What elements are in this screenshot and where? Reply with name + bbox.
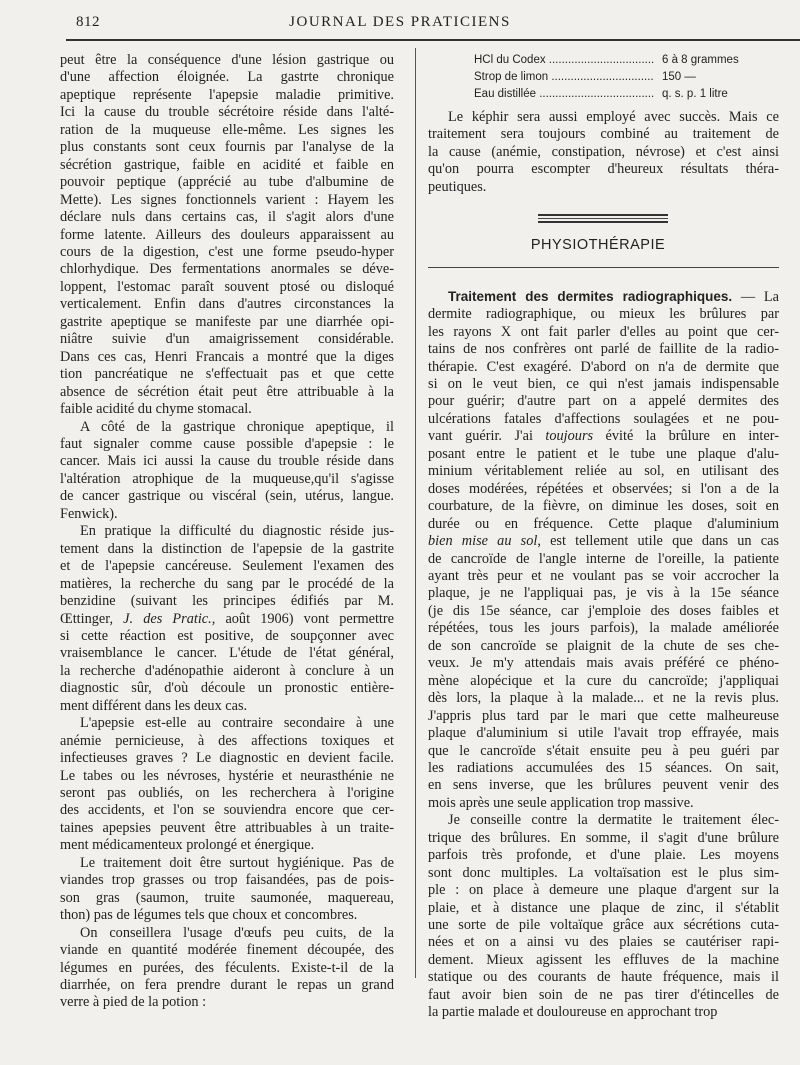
paragraph — [60, 855, 394, 925]
text-line: déclare nuls dans certains cas, il s'agit alors d'une — [60, 209, 394, 226]
text-line: durée ou en fréquence. Cette plaque d'aluminium — [428, 515, 779, 532]
text-line: Fenwick). — [60, 505, 118, 522]
text-line: Le traitement doit être surtout hygiénique. Pas de — [80, 854, 394, 871]
formula-quantity: q. s. p. 1 litre — [662, 88, 728, 100]
paragraph — [428, 812, 779, 1021]
text-line: cancer. Mais ici aussi la cause du trouble réside dans — [60, 453, 394, 470]
text-line: plaque, je ne l'appliquai pas, je vis à la 15e séance — [428, 585, 779, 602]
paragraph — [60, 52, 394, 419]
article-dermites — [428, 288, 779, 1022]
text-line: bien mise au sol, est tellement utile que dans un cas — [428, 533, 779, 550]
page-number: 812 — [76, 14, 100, 30]
text-line: On conseillera l'usage d'œufs peu cuits, de la — [80, 924, 394, 941]
formula-ingredient: Strop de limon ..... — [474, 69, 654, 86]
text-line: si on le veut bien, ce qui n'est jamais indispensable — [428, 375, 779, 392]
text-line: des accidents, et l'on se souviendra encore que cer- — [60, 802, 394, 819]
text-line: courbature, de la fièvre, on diminue les doses, soit en — [428, 498, 779, 515]
formula-quantity: 150 — — [662, 71, 696, 83]
text-line: traitement sera toujours combiné au traitement de — [428, 126, 779, 143]
formula-ingredient: Eau distillée ..... — [474, 86, 654, 103]
text-line: ment médicamenteux prolongé et énergique. — [60, 837, 315, 854]
text-line: Le képhir sera aussi employé avec succès. Mais ce — [448, 109, 779, 125]
text-line: qu'on pourra escompter d'heureux résultats théra- — [428, 161, 779, 178]
text-line: mène alopécique et la cure du cancroïde; j'appliquai — [428, 672, 779, 689]
text-line: Je conseille contre la dermatite le traitement élec- — [448, 812, 779, 829]
text-line: ayant très peur et ne voulant pas se voir accrocher la — [428, 567, 779, 584]
text-line: de cancer gastrique ou viscéral (sein, utérus, langue. — [60, 488, 394, 505]
text-line: ulcérations fatales d'affections soulagées et ne pou- — [428, 410, 779, 427]
text-line: apeptique représente l'apepsie maladie primitive. — [60, 86, 394, 103]
text-line: pouvoir peptique (apprécié au tube d'albumine de — [60, 174, 394, 191]
text-line: benzidine (suivant les principes édifiés par M. — [60, 593, 394, 610]
text-line: Dans ces cas, Henri Francais a montré que la diges — [60, 348, 394, 365]
text-line: plaque d'aluminium si utile l'avait trop effrayée, mais — [428, 725, 779, 742]
text-line: forme latente. Ailleurs des douleurs apparaissent au — [60, 226, 394, 243]
article-title: Traitement des dermites radiographiques. — [448, 288, 733, 304]
text-line: parfois très profonde, et d'une plaie. Les moyens — [428, 847, 779, 864]
text-line: matières, la recherche du sang par le procédé de la — [60, 575, 394, 592]
text-line: vant guérir. J'ai toujours évité la brûlure en inter- — [428, 428, 779, 445]
text-line: une sorte de pile voltaïque grâce aux sécrétions cuta- — [428, 917, 779, 934]
text-line: plaie, et à distance une plaque de zinc, il s'établit — [428, 899, 779, 916]
text-line: viandes trop grasses ou trop faisandées, pas de pois- — [60, 872, 394, 889]
text-line: tains de nos confrères ont parlé de faillite de la radio- — [428, 341, 779, 358]
text-line: la recherche d'adénopathie aideront à conclure à un — [60, 662, 394, 679]
section-separator — [538, 214, 668, 223]
text-line: viande en quantité modérée finement découpée, des — [60, 942, 394, 959]
text-line: peutiques. — [428, 178, 487, 195]
text-line: faut signaler comme cause possible d'apepsie : le — [60, 435, 394, 452]
text-line: minium véritablement reliée au sol, en utilisant des — [428, 463, 779, 480]
text-line: verticalement. Enfin dans d'autres circonstances la — [60, 296, 394, 313]
text-line: chlorhydique. Des fermentations anormales se déve- — [60, 261, 394, 278]
section-title: PHYSIOTHÉRAPIE — [530, 237, 666, 254]
text-line: l'altération atrophique de la muqueuse,qu'il s'agisse — [60, 470, 394, 487]
formula-ingredient: HCl du Codex ..... — [474, 52, 654, 69]
text-line: posant entre le patient et le tube une plaque d'alu- — [428, 445, 779, 462]
text-line: sécrétion gastrique, faible en acidité et faible en — [60, 156, 394, 173]
text-line: dès lors, la plaque à la malade... et ne la revis plus. — [428, 690, 779, 707]
text-line: Le tabes ou les névroses, hystérie et neurasthénie ne — [60, 767, 394, 784]
kephir-text — [428, 109, 779, 196]
text-line: légumes en purées, des féculents. Existe-t-il de la — [60, 959, 394, 976]
paragraph — [60, 419, 394, 524]
right-column — [428, 52, 779, 1022]
text-line: tion pancréatique ne s'effectuait pas et que cette — [60, 366, 394, 383]
left-column — [60, 52, 394, 1012]
text-line: de son cancroïde se plaignit de la chute de ses che- — [428, 637, 779, 654]
text-line: son gras (saumon, truite saumonée, maquereau, — [60, 889, 394, 906]
text-line: et de l'apepsie cancéreuse. Seulement l'examen des — [60, 558, 394, 575]
text-line: verre à pied de la potion : — [60, 994, 207, 1011]
text-line: niâtre suivie d'un amaigrissement considérable. — [60, 331, 394, 348]
column-divider — [415, 48, 416, 978]
text-line: mois après une seule application trop massive. — [428, 794, 694, 811]
formula-quantity: 6 à 8 grammes — [662, 54, 739, 66]
text-line: en sens inverse, que les brûlures peuvent venir des — [428, 777, 779, 794]
text-line: gastrite apeptique se manifeste par une diarrhée opi- — [60, 313, 394, 330]
text-line: la cause (anémie, constipation, névrose) et c'est ainsi — [428, 143, 779, 160]
text-line: dermite radiographique, ou mieux les brûlures par — [428, 306, 779, 323]
paragraph — [60, 523, 394, 715]
text-line: dement. Mieux agissent les effluves de la machine — [428, 951, 779, 968]
text-line: faible acidité du chyme stomacal. — [60, 401, 252, 418]
journal-title: JOURNAL DES PRATICIENS — [289, 14, 511, 30]
text-line: que le cancroïde s'était ensuite peu à peu guéri par — [428, 742, 779, 759]
page-header — [0, 0, 800, 44]
text-line: loppent, l'estomac paraît souvent ptosé ou disloqué — [60, 278, 394, 295]
text-line: taines apepsies peuvent être attribuables à un traite- — [60, 819, 394, 836]
text-line: les radiations accumulées des 15 séances. On sait, — [428, 759, 779, 776]
text-line: thérapie. C'est exagéré. D'abord on n'a de dermite que — [428, 358, 779, 375]
text-line: seront pas oubliés, on les recherchera à l'origine — [60, 785, 394, 802]
text-line: statique ou des courants de haute fréquence, mais il — [428, 969, 779, 986]
text-line: L'apepsie est-elle au contraire secondaire à une — [80, 715, 394, 732]
text-line: veux. Je m'y attendais mais avais préféré ce phéno- — [428, 655, 779, 672]
kephir-paragraph — [428, 109, 779, 196]
paragraph — [60, 715, 394, 855]
text-line: thon) pas de légumes tels que choux et concombres. — [60, 907, 358, 924]
text-line: répétées, tous les jours parfois), la malade améliorée — [428, 620, 779, 637]
text-line: En pratique la difficulté du diagnostic réside jus- — [80, 523, 394, 540]
text-line: ple : on place à demeure une plaque d'argent sur la — [428, 882, 779, 899]
paragraph — [60, 925, 394, 1012]
text-line: peut être la conséquence d'une lésion gastrique ou — [60, 52, 394, 68]
text-line: ment différent dans les deux cas. — [60, 697, 248, 714]
text-line: ration de la muqueuse elle-même. Les signes les — [60, 121, 394, 138]
formula-prescription — [474, 52, 774, 103]
text-line: anémie pernicieuse, à des affections toxiques et — [60, 732, 394, 749]
text-line: trique des brûlures. En somme, il s'agit d'une brûlure — [428, 829, 779, 846]
formula-row — [474, 69, 774, 86]
text-line: plus constants sont ceux fournis par l'analyse de la — [60, 139, 394, 156]
text-line: A côté de la gastrique chronique apeptique, il — [80, 418, 394, 435]
text-line: cours de la digestion, c'est une forme pseudo-hyper — [60, 243, 394, 260]
text-line: infectieuses graves ? Le diagnostic en devient facile. — [60, 750, 394, 767]
text-line: pour guérir; d'autre part on a appelé dermites des — [428, 393, 779, 410]
text-line: les rayons X ont fait parler d'elles au point que cer- — [428, 323, 779, 340]
text-line: diagnostic sûr, d'où découle un pronostic entière- — [60, 680, 394, 697]
text-line: vraisemblance le cancer. L'étude de l'état général, — [60, 645, 394, 662]
text-line: absence de sécrétion était peut être attribuable à la — [60, 383, 394, 400]
text-line: sont donc multiples. La voltaïsation est le plus sim- — [428, 864, 779, 881]
text-line: Œttinger, J. des Pratic., août 1906) vont permettre — [60, 610, 395, 627]
text-line: doses modérées, répétées et observées; si l'on a de la — [428, 480, 779, 497]
text-line: tement dans la distinction de l'apepsie de la gastrite — [60, 540, 394, 557]
paragraph — [428, 288, 779, 813]
text-line: si cette réaction est positive, de soupçonner avec — [60, 627, 394, 644]
formula-row — [474, 86, 774, 103]
text-line: la partie malade et douloureuse en approchant trop — [428, 1004, 718, 1021]
text-line: Traitement des dermites radiographiques. — La — [448, 288, 780, 305]
formula-row — [474, 52, 774, 69]
text-line: (je dis 15e séance, car j'emploie des doses faibles et — [428, 602, 779, 619]
text-line: J'appris plus tard par le mari que cette malheureuse — [428, 707, 779, 724]
text-line: diarrhée, on fera prendre durant le repas un grand — [60, 977, 394, 994]
text-line: nées et on a ainsi vu des plaies se cautériser rapi- — [428, 934, 779, 951]
text-line: faut avoir bien soin de ne pas tirer d'étincelles de — [428, 986, 779, 1003]
text-line: Ici la cause du trouble sécrétoire réside dans l'alté- — [60, 104, 394, 121]
text-line: Mette). Les signes fonctionnels varient : Hayem les — [60, 191, 394, 208]
header-rule — [66, 39, 800, 41]
text-line: d'une affection éloignée. La gastrte chronique — [60, 69, 394, 86]
text-line: de cancroïde de l'angle interne de l'oreille, la patiente — [428, 550, 779, 567]
